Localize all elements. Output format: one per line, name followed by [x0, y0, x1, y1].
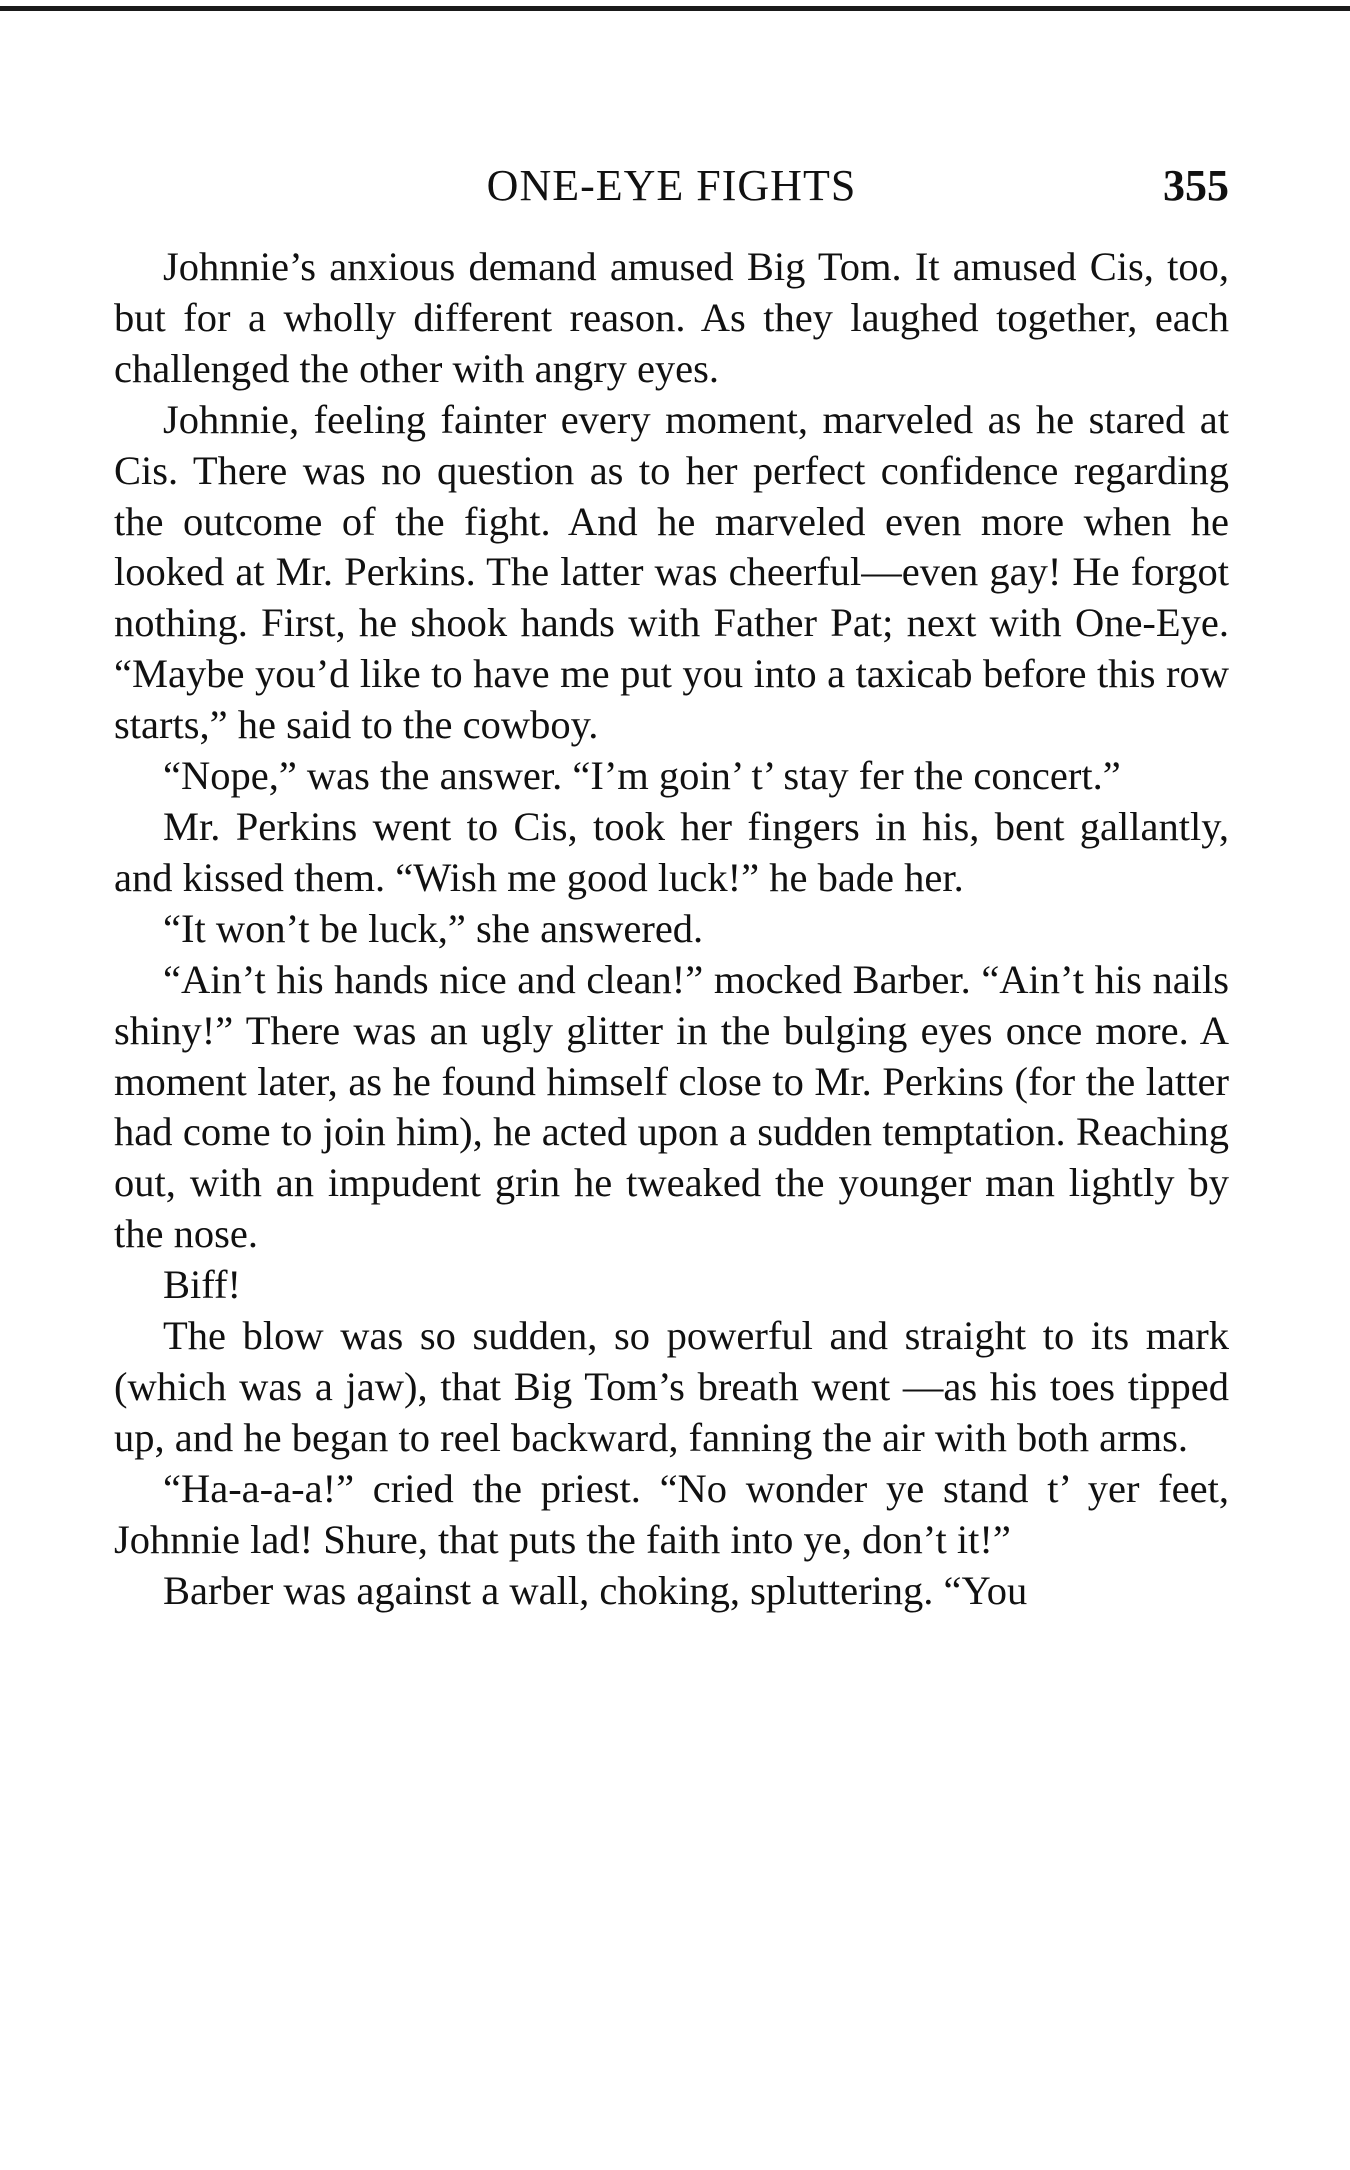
running-head — [114, 158, 1229, 214]
top-edge-rule — [0, 6, 1350, 11]
paragraph: Biff! — [163, 1262, 241, 1308]
paragraph: Mr. Perkins went to Cis, took her fingers in his, bent gallantly, and kissed them. “Wish me good luck!” he bade her. — [114, 803, 1229, 900]
running-title: ONE-EYE FIGHTS — [486, 161, 857, 210]
paragraph: “Ha-a-a-a!” cried the priest. “No wonder ye stand t’ yer feet, Johnnie lad! Shure, that puts the faith into ye, don’t it!” — [114, 1465, 1229, 1562]
paragraph: The blow was so sudden, so powerful and straight to its mark (which was a jaw), that Big Tom’s breath went —as his toes tipped up, and he began to reel backward, fanning the air with both arms. — [114, 1313, 1229, 1460]
paragraph: Barber was against a wall, choking, spluttering. “You — [163, 1567, 1028, 1613]
body-text — [114, 242, 1229, 1616]
paragraph: Johnnie’s anxious demand amused Big Tom. It amused Cis, too, but for a wholly different reason. As they laughed together, each challenged the other with angry eyes. — [114, 244, 1229, 391]
paragraph: “Nope,” was the answer. “I’m goin’ t’ stay fer the concert.” — [163, 753, 1121, 799]
paragraph: Johnnie, feeling fainter every moment, marveled as he stared at Cis. There was no question as to her perfect confidence regarding the outcome of the fight. And he marveled even more when he looked at Mr. Perkins. The latter was cheerful—even gay! He forgot nothing. First, he shook hands with Father Pat; next with One-Eye. “Maybe you’d like to have me put you into a taxicab before this row starts,” he said to the cowboy. — [114, 396, 1229, 748]
paragraph: “It won’t be luck,” she answered. — [163, 905, 704, 951]
paragraph: “Ain’t his hands nice and clean!” mocked Barber. “Ain’t his nails shiny!” There was an ugly glitter in the bulging eyes once more. A moment later, as he found himself close to Mr. Perkins (for the latter had come to join him), he acted upon a sudden temptation. Reaching out, with an impudent grin he tweaked the younger man lightly by the nose. — [114, 956, 1229, 1257]
page-number: 355 — [1163, 161, 1229, 210]
